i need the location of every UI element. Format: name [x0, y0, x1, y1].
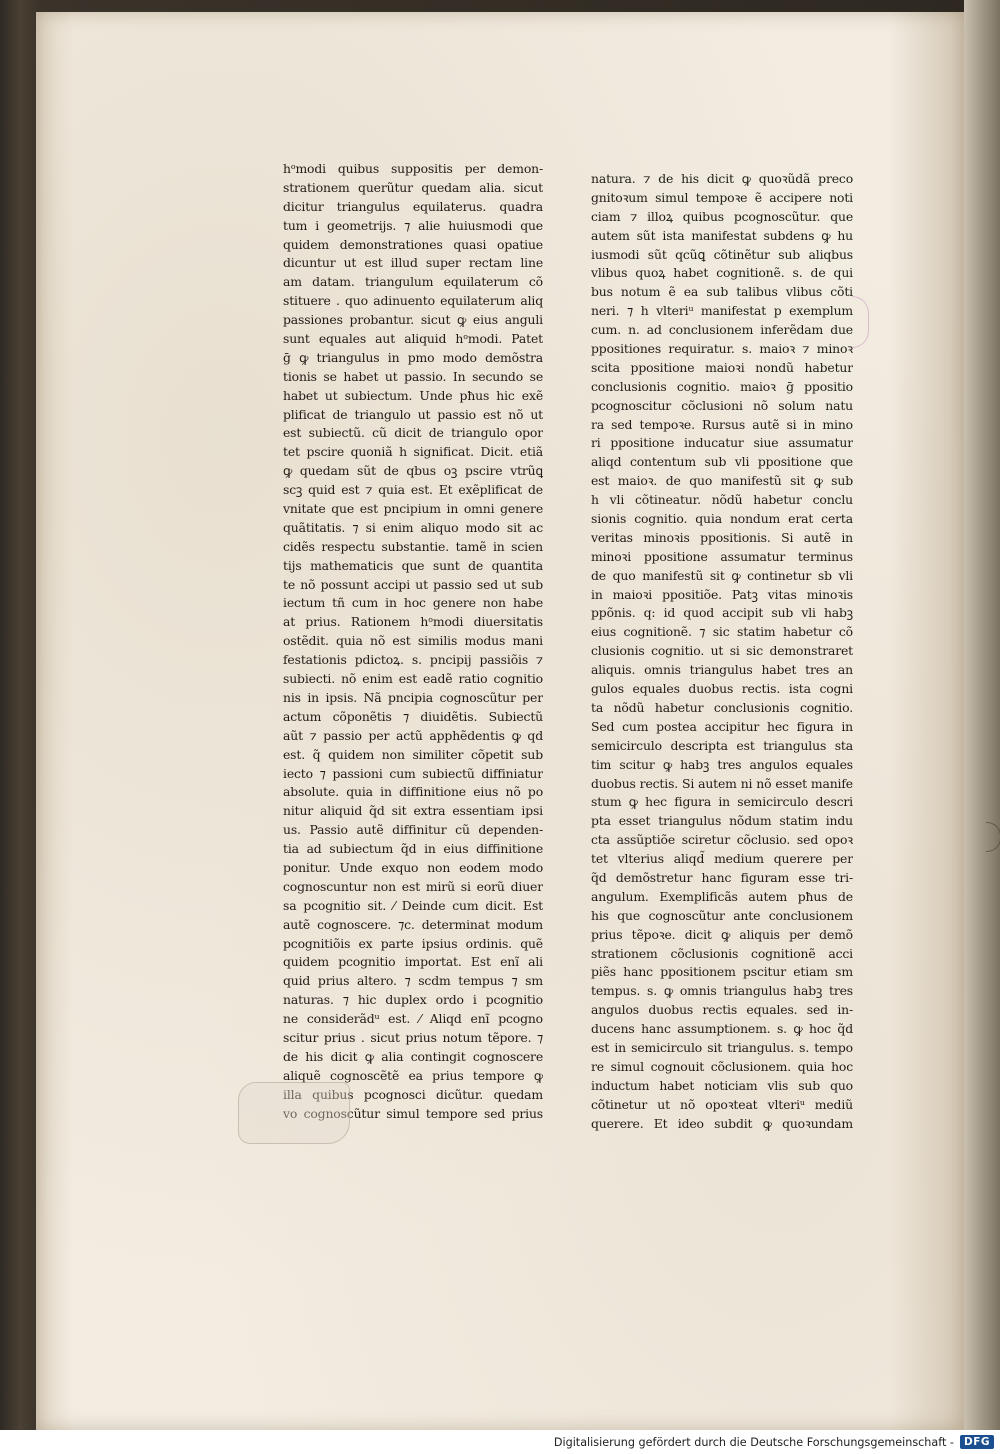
text-line: ppositiones requiratur. s. maioꝛ ⁊ minoꝛ — [591, 341, 853, 357]
text-line: iusmodi sũt qcũꝗ cõtinẽtur sub aliqbus — [591, 246, 853, 262]
text-line: est subiectũ. cũ dicit de triangulo opor — [283, 425, 543, 441]
text-line: aliquẽ cognoscẽtẽ ea prius tempore ꝙ — [283, 1067, 543, 1083]
text-line: sa pcognitio sit. ⁄ Deinde cum dicit. Est — [283, 897, 543, 913]
text-line: aũt ⁊ passio per actũ apphẽdentis ꝙ qd — [283, 727, 543, 743]
text-line: in maioꝛi ppositiõe. Patꝫ vitas minoꝛis — [591, 586, 853, 602]
paper-stain — [238, 1082, 350, 1144]
text-line: clusionis cognitio. ut si sic demonstraret — [591, 643, 853, 659]
text-line: ostẽdit. quia nõ est similis modus mani — [283, 633, 543, 649]
text-line: bus notum ẽ ea sub talibus vlibus cõti — [591, 284, 853, 300]
text-line: passiones probantur. sicut ꝙ eius anguli — [283, 312, 543, 328]
text-line: tia ad subiectum q̃d in eius diffinitione — [283, 841, 543, 857]
text-line: h vli cõtineatur. nõdũ habetur conclu — [591, 492, 853, 508]
text-line: angulos duobus rectis equales. sed in- — [591, 1002, 853, 1018]
text-line: ponitur. Unde exquo non eodem modo — [283, 859, 543, 875]
text-line: stituere . quo adinuento equilaterum aliq — [283, 293, 543, 309]
text-line: ducens hanc assumptionem. s. ꝙ hoc q̃d — [591, 1021, 853, 1037]
text-line: piẽs hanc ppositionem pscitur etiam sm — [591, 964, 853, 980]
text-line: cidẽs respectu substantie. tamẽ in scien — [283, 538, 543, 554]
text-line: hᵒmodi quibus suppositis per demon- — [283, 161, 543, 176]
text-line: Sed cum postea accipitur hec figura in — [591, 718, 853, 734]
text-line: tet pscire quoniã h significat. Dicit. etiã — [283, 444, 543, 460]
text-line: est maioꝛ. de quo manifestũ sit ꝙ sub — [591, 473, 853, 489]
text-line: dicuntur ut est illud super rectam line — [283, 255, 543, 271]
text-line: natura. ⁊ de his dicit ꝙ quoꝛũdã preco — [591, 171, 853, 186]
text-line: ꝙ quedam sũt de qbus oꝫ pscire vtrũꝗ — [283, 463, 543, 479]
text-line: tim scitur ꝙ habꝫ tres angulos equales — [591, 756, 853, 772]
text-line: at prius. Rationem hᵒmodi diuersitatis — [283, 614, 543, 630]
text-line: iecto ⁊ passioni cum subiectũ diffiniatur — [283, 765, 543, 781]
text-line: dicitur triangulus equilaterus. quadra — [283, 198, 543, 214]
text-line: est in semicirculo sit triangulus. s. tempo — [591, 1039, 853, 1055]
text-line: est. q̃ quidem non similiter cõpetit sub — [283, 746, 543, 762]
text-line: quidem demonstrationes quasi opatiue — [283, 236, 543, 252]
text-line: pta esset triangulus nõdum statim indu — [591, 813, 853, 829]
text-line: strationem cõclusionis cognitionẽ acci — [591, 945, 853, 961]
text-line: absolute. quia in diffinitione eius nõ po — [283, 784, 543, 800]
text-line: re simul cognouit cõclusionem. quia hoc — [591, 1058, 853, 1074]
dfg-logo-icon: DFG — [960, 1435, 994, 1449]
text-line: ḡ ꝙ triangulus in pmo modo demõstra — [283, 349, 543, 365]
text-line: eius cognitionẽ. ⁊ sic statim habetur cõ — [591, 624, 853, 640]
text-line: iectum tñ cum in hoc genere non habe — [283, 595, 543, 611]
text-line: am datam. triangulum equilaterum cõ — [283, 274, 543, 290]
text-line: stum ꝙ hec figura in semicirculo descri — [591, 794, 853, 810]
text-line: gulos equales duobus rectis. ista cogni — [591, 681, 853, 697]
text-line: vnitate que est pncipium in omni genere — [283, 501, 543, 517]
text-line: duobus rectis. Si autem ni nõ esset manife — [591, 775, 853, 791]
footer-credit: Digitalisierung gefördert durch die Deutsche Forschungsgemeinschaft - — [553, 1435, 954, 1449]
text-line: tet vlterius aliqd̃ medium querere per — [591, 851, 853, 867]
text-line: ri ppositione inducatur siue assumatur — [591, 435, 853, 451]
text-line: tum i geometrijs. ⁊ alie huiusmodi que — [283, 217, 543, 233]
text-line: plificat de triangulo ut passio est nõ ut — [283, 406, 543, 422]
text-line: tijs mathematicis que sunt de quantita — [283, 557, 543, 573]
text-line: ppõnis. q: id quod accipit sub vli habꝫ — [591, 605, 853, 621]
text-line: sionis cognitio. quia nondum erat certa — [591, 511, 853, 527]
text-line: subiecti. nõ enim est eadẽ ratio cognitio — [283, 671, 543, 687]
text-line: his que cognoscũtur ante conclusionem — [591, 907, 853, 923]
text-line: vlibus quoꝝ habet cognitionẽ. s. de qui — [591, 265, 853, 281]
text-line: querere. Et ideo subdit ꝙ quoꝛundam — [591, 1115, 853, 1131]
text-line: tempus. s. ꝙ omnis triangulus habꝫ tres — [591, 983, 853, 999]
text-line: sunt equales aut aliquid hᵒmodi. Patet — [283, 331, 543, 347]
text-line: de quo manifestũ sit ꝙ continetur sb vli — [591, 567, 853, 583]
left-text-column — [283, 160, 543, 1123]
text-line: us. Passio autẽ diffinitur cũ dependen- — [283, 822, 543, 838]
right-text-column — [591, 170, 853, 1133]
footer-bar — [0, 1430, 1000, 1454]
text-line: cta assũptiõe sciretur cõclusio. sed opoꝛ — [591, 832, 853, 848]
text-line: festationis pdictoꝝ. s. pncipij passiõis ⁊ — [283, 652, 543, 668]
text-line: tionis se habet ut passio. In secundo se — [283, 368, 543, 384]
text-line: ne considerãdᵘ est. ⁄ Aliqd enĩ pcogno — [283, 1011, 543, 1027]
text-line: naturas. ⁊ hic duplex ordo i pcognitio — [283, 992, 543, 1008]
text-line: nis in ipsis. Nã pncipia cognoscũtur per — [283, 689, 543, 705]
text-line: prius tẽpoꝛe. dicit ꝙ aliquis per demõ — [591, 926, 853, 942]
text-line: nitur aliquid q̃d sit extra essentiam ipsi — [283, 803, 543, 819]
text-line: scita ppositione maioꝛi nondũ habetur — [591, 359, 853, 375]
text-line: aliquis. omnis triangulus habet tres an — [591, 662, 853, 678]
text-line: q̃d demõstretur hanc figuram esse tri- — [591, 869, 853, 885]
text-line: semicirculo descripta est triangulus sta — [591, 737, 853, 753]
text-line: gnitoꝛum simul tempoꝛe ẽ accipere noti — [591, 189, 853, 205]
text-line: pcognitiõis ex parte ipsius ordinis. quẽ — [283, 935, 543, 951]
text-line: minoꝛi ppositione assumatur terminus — [591, 548, 853, 564]
text-line: scꝫ quid est ⁊ quia est. Et exẽplificat de — [283, 482, 543, 498]
text-line: pcognoscitur cõclusioni nõ solum natu — [591, 397, 853, 413]
text-line: angulum. Exemplificãs autem pħus de — [591, 888, 853, 904]
text-line: scitur prius . sicut prius notum tẽpore. ⁊ — [283, 1029, 543, 1045]
text-line: ta nõdũ habetur conclusionis cognitio. — [591, 699, 853, 715]
text-line: actum cõponẽtis ⁊ diuidẽtis. Subiectũ — [283, 708, 543, 724]
text-line: te nõ possunt accipi ut passio sed ut sub — [283, 576, 543, 592]
text-line: inductum habet noticiam vlis sub quo — [591, 1077, 853, 1093]
text-line: autẽ cognoscere. ⁊c. determinat modum — [283, 916, 543, 932]
text-line: neri. ⁊ h vlteriᵘ manifestat p exemplum — [591, 303, 853, 319]
text-line: cõtinetur ut nõ opoꝛteat vlteriᵘ mediũ — [591, 1096, 853, 1112]
text-line: quidem pcognitio importat. Est enĩ ali — [283, 954, 543, 970]
text-line: habet ut subiectum. Unde pħus hic exẽ — [283, 387, 543, 403]
text-line: quãtitatis. ⁊ si enim aliquo modo sit ac — [283, 519, 543, 535]
text-line: vo cognoscũtur simul tempore sed prius — [283, 1105, 543, 1121]
text-line: veritas minoꝛis ppositionis. Si autẽ in — [591, 529, 853, 545]
text-line: autem sũt ista manifestat subdens ꝙ hu — [591, 227, 853, 243]
text-line: illa quibus pcognosci dicũtur. quedam — [283, 1086, 543, 1102]
text-line: conclusionis cognitio. maioꝛ ḡ ppositio — [591, 378, 853, 394]
text-line: ra sed tempoꝛe. Rursus autẽ si in mino — [591, 416, 853, 432]
text-line: quid prius altero. ⁊ scdm tempus ⁊ sm — [283, 973, 543, 989]
text-line: cum. n. ad conclusionem inferẽdam due — [591, 322, 853, 338]
text-line: strationem querũtur quedam alia. sicut — [283, 179, 543, 195]
text-line: aliqd contentum sub vli ppositione que — [591, 454, 853, 470]
page-edge — [964, 0, 1000, 1430]
text-line: de his dicit ꝙ alia contingit cognoscere — [283, 1048, 543, 1064]
text-line: ciam ⁊ illoꝝ quibus pcognoscũtur. que — [591, 208, 853, 224]
text-line: cognoscuntur non est mirũ si eorũ diuer — [283, 878, 543, 894]
